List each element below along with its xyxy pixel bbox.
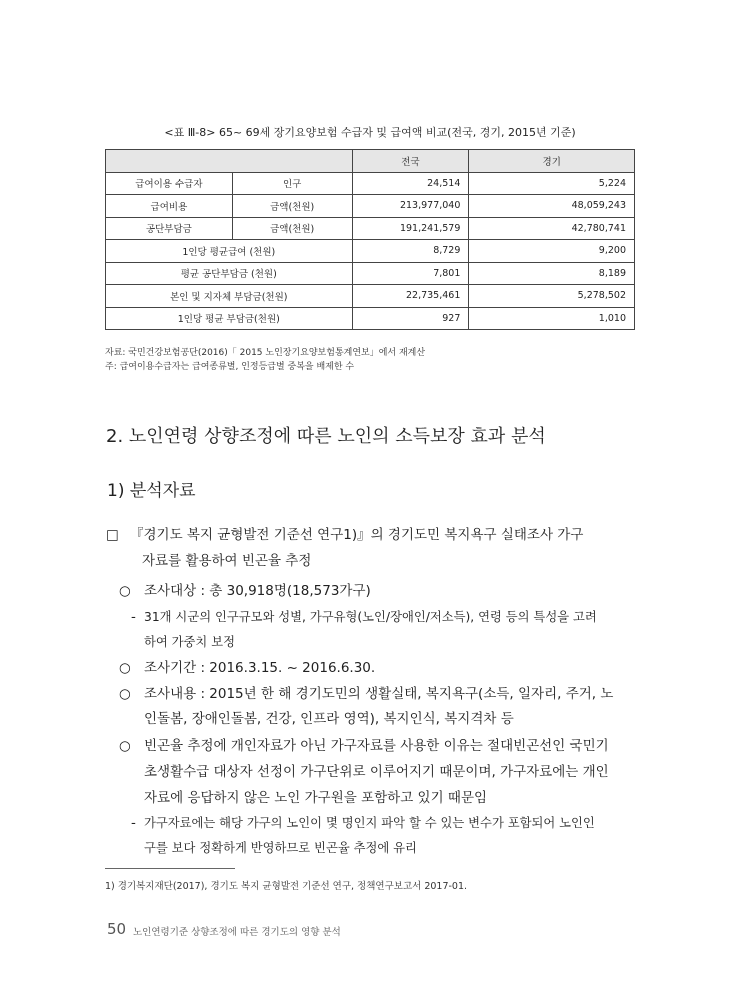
bullet-text: 자료에 응답하지 않은 노인 가구원을 포함하고 있기 때문임 xyxy=(144,790,488,806)
circle-bullet: ○ xyxy=(119,738,131,754)
table-source: 자료: 국민건강보험공단(2016)「 2015 노인장기요양보험통계연보」에서 재계산 xyxy=(105,348,426,358)
circle-bullet: ○ xyxy=(119,660,131,676)
table-row xyxy=(106,172,635,195)
row-label: 본인 및 지자체 부담금(천원) xyxy=(106,285,353,308)
footnote: 1) 경기복지재단(2017), 경기도 복지 균형발전 기준선 연구, 정책연구보고서 2017-01. xyxy=(105,881,468,892)
row-label: 급여이용 수급자 xyxy=(106,172,233,195)
paragraph-line: 자료를 활용하여 빈곤율 추정 xyxy=(142,553,312,569)
bullet-text: 조사기간 : 2016.3.15. ~ 2016.6.30. xyxy=(144,660,376,676)
square-bullet: □ xyxy=(106,527,119,543)
footnote-divider xyxy=(105,868,235,869)
dash-text: 31개 시군의 인구규모와 성별, 가구유형(노인/장애인/저소득), 연령 등의 특성을 고려 xyxy=(144,610,597,624)
row-label: 1인당 평균 부담금(천원) xyxy=(106,307,353,330)
bullet-text: 조사내용 : 2015년 한 해 경기도민의 생활실태, 복지욕구(소득, 일자리, 주거, 노 xyxy=(144,686,614,702)
table-row xyxy=(106,240,635,263)
subsection-heading: 1) 분석자료 xyxy=(107,481,196,501)
cell-gyeonggi: 5,224 xyxy=(469,172,635,195)
table-header-row xyxy=(106,150,635,173)
table-row xyxy=(106,307,635,330)
cell-national: 927 xyxy=(352,307,469,330)
cell-national: 191,241,579 xyxy=(352,217,469,240)
running-title: 노인연령기준 상향조정에 따른 경기도의 영향 분석 xyxy=(133,927,341,938)
table-row xyxy=(106,285,635,308)
bullet-text: 빈곤율 추정에 개인자료가 아닌 가구자료를 사용한 이유는 절대빈곤선인 국민기 xyxy=(144,738,609,754)
table-caption: <표 Ⅲ-8> 65~ 69세 장기요양보험 수급자 및 급여액 비교(전국, 경기, 2015년 기준) xyxy=(164,126,576,139)
cell-gyeonggi: 42,780,741 xyxy=(469,217,635,240)
row-label: 1인당 평균급여 (천원) xyxy=(106,240,353,263)
section-heading: 2. 노인연령 상향조정에 따른 노인의 소득보장 효과 분석 xyxy=(106,426,546,447)
row-label: 평균 공단부담금 (천원) xyxy=(106,262,353,285)
dash-text: 하여 가중치 보정 xyxy=(144,635,235,649)
circle-bullet: ○ xyxy=(119,686,131,702)
row-label: 공단부담금 xyxy=(106,217,233,240)
comparison-table xyxy=(105,149,635,330)
bullet-text: 초생활수급 대상자 선정이 가구단위로 이루어지기 때문이며, 가구자료에는 개인 xyxy=(144,764,609,780)
cell-gyeonggi: 1,010 xyxy=(469,307,635,330)
cell-gyeonggi: 5,278,502 xyxy=(469,285,635,308)
cell-national: 213,977,040 xyxy=(352,195,469,218)
page-number: 50 xyxy=(107,920,127,938)
bullet-text: 인돌봄, 장애인돌봄, 건강, 인프라 영역), 복지인식, 복지격차 등 xyxy=(144,711,514,727)
table-note: 주: 급여이용수급자는 급여종류별, 인정등급별 중복을 배제한 수 xyxy=(105,362,355,372)
dash-bullet: - xyxy=(131,815,136,831)
row-sublabel: 금액(천원) xyxy=(232,217,352,240)
table-header-gyeonggi: 경기 xyxy=(469,150,635,173)
table-row xyxy=(106,262,635,285)
cell-national: 22,735,461 xyxy=(352,285,469,308)
cell-gyeonggi: 48,059,243 xyxy=(469,195,635,218)
cell-gyeonggi: 8,189 xyxy=(469,262,635,285)
circle-bullet: ○ xyxy=(119,583,131,599)
dash-text: 가구자료에는 해당 가구의 노인이 몇 명인지 파악 할 수 있는 변수가 포함되어 노인인 xyxy=(144,816,595,830)
cell-national: 8,729 xyxy=(352,240,469,263)
row-sublabel: 인구 xyxy=(232,172,352,195)
row-label: 급여비용 xyxy=(106,195,233,218)
dash-bullet: - xyxy=(131,609,136,625)
cell-gyeonggi: 9,200 xyxy=(469,240,635,263)
table-row xyxy=(106,217,635,240)
table-header-national: 전국 xyxy=(352,150,469,173)
paragraph-line: 『경기도 복지 균형발전 기준선 연구1)』의 경기도민 복지욕구 실태조사 가구 xyxy=(130,527,584,543)
dash-text: 구를 보다 정확하게 반영하므로 빈곤율 추정에 유리 xyxy=(144,841,417,855)
table-header-blank xyxy=(106,150,353,173)
cell-national: 24,514 xyxy=(352,172,469,195)
row-sublabel: 금액(천원) xyxy=(232,195,352,218)
bullet-text: 조사대상 : 총 30,918명(18,573가구) xyxy=(144,583,371,599)
cell-national: 7,801 xyxy=(352,262,469,285)
table-row xyxy=(106,195,635,218)
